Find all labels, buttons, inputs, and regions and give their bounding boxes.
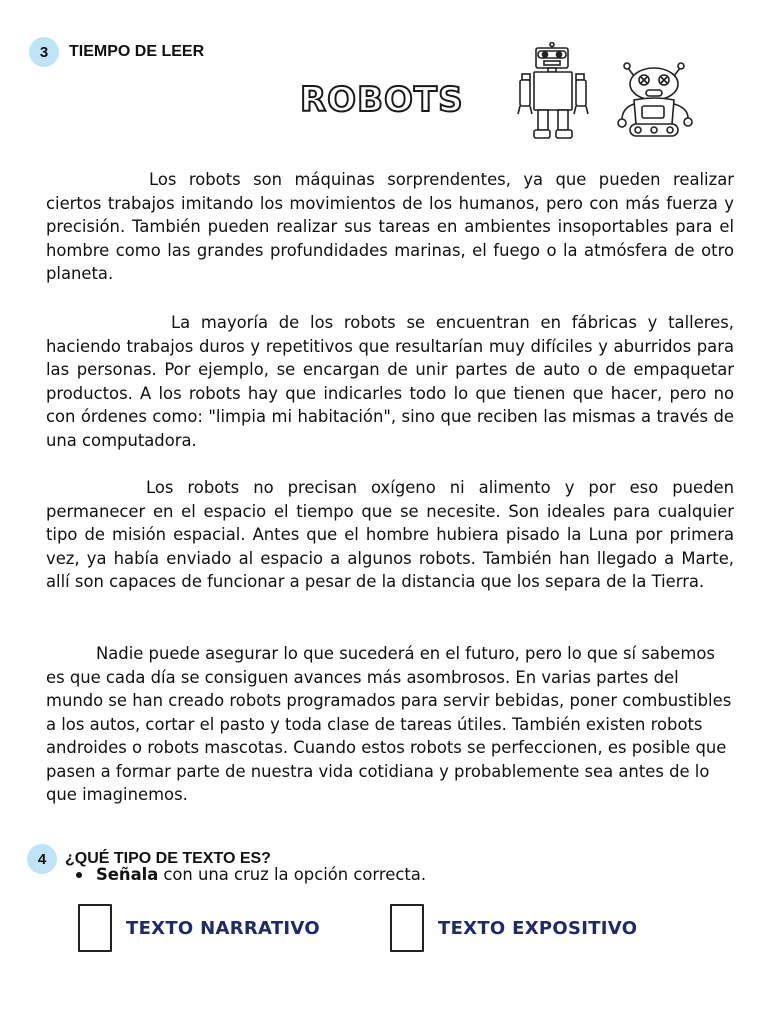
- section-title: TIEMPO DE LEER: [69, 43, 205, 60]
- option-label: TEXTO EXPOSITIVO: [438, 917, 638, 939]
- section-number-badge: 4: [27, 844, 57, 874]
- instruction-verb: Señala: [96, 865, 159, 884]
- reading-paragraph: La mayoría de los robots se encuentran en fábricas y talleres, haciendo trabajos duros y repetitivos que resultarían muy difíciles y aburridos para las personas. Por ejemplo, se encargan de unir partes de auto o de empaquetar productos. A los robots hay que indicarles todo lo que tienen que hacer, pero no con órdenes como: "limpia mi habitación", sino que reciben las mismas a través de una computadora.: [46, 313, 734, 450]
- option-expository: [390, 904, 637, 952]
- option-checkbox[interactable]: [390, 904, 424, 952]
- reading-paragraph: Los robots no precisan oxígeno ni alimento y por eso pueden permanecer en el espacio el tiempo que se necesite. Son ideales para cualquier tipo de misión espacial. Antes que el hombre hubiera pisado la Luna por primera vez, ya había enviado al espacio a algunos robots. También han llegado a Marte, allí son capaces de funcionar a pesar de la distancia que los separa de la Tierra.: [46, 478, 734, 591]
- reading-paragraph: Nadie puede asegurar lo que sucederá en el futuro, pero lo que sí sabemos es que cada día se consiguen avances más asombrosos. En varias partes del mundo se han creado robots programados para servir bebidas, poner combustibles a los autos, cortar el pasto y toda clase de tareas útiles. También existen robots androides o robots mascotas. Cuando estos robots se perfeccionen, es posible que pasen a formar parte de nuestra vida cotidiana y probablemente sea antes de lo que imaginemos.: [46, 644, 732, 804]
- section-number-badge: 3: [29, 37, 59, 67]
- boxy-robot-icon: [514, 42, 594, 142]
- reading-paragraph: Los robots son máquinas sorprendentes, ya que pueden realizar ciertos trabajos imitando los movimientos de los humanos, pero con más fuerza y precisión. También pueden realizar sus tareas en ambientes insoportables para el hombre como las grandes profundidades marinas, el fuego o la atmósfera de otro planeta.: [46, 170, 734, 283]
- section-3-header: [29, 37, 204, 67]
- instruction-line: [76, 865, 426, 884]
- round-robot-icon: [614, 60, 698, 142]
- option-label: TEXTO NARRATIVO: [126, 917, 320, 939]
- reading-title: ROBOTS: [300, 80, 464, 120]
- option-checkbox[interactable]: [78, 904, 112, 952]
- option-narrative: [78, 904, 320, 952]
- bullet-icon: [76, 872, 82, 878]
- instruction-text: con una cruz la opción correcta.: [163, 865, 427, 884]
- section-title: ¿QUÉ TIPO DE TEXTO ES?: [65, 850, 271, 867]
